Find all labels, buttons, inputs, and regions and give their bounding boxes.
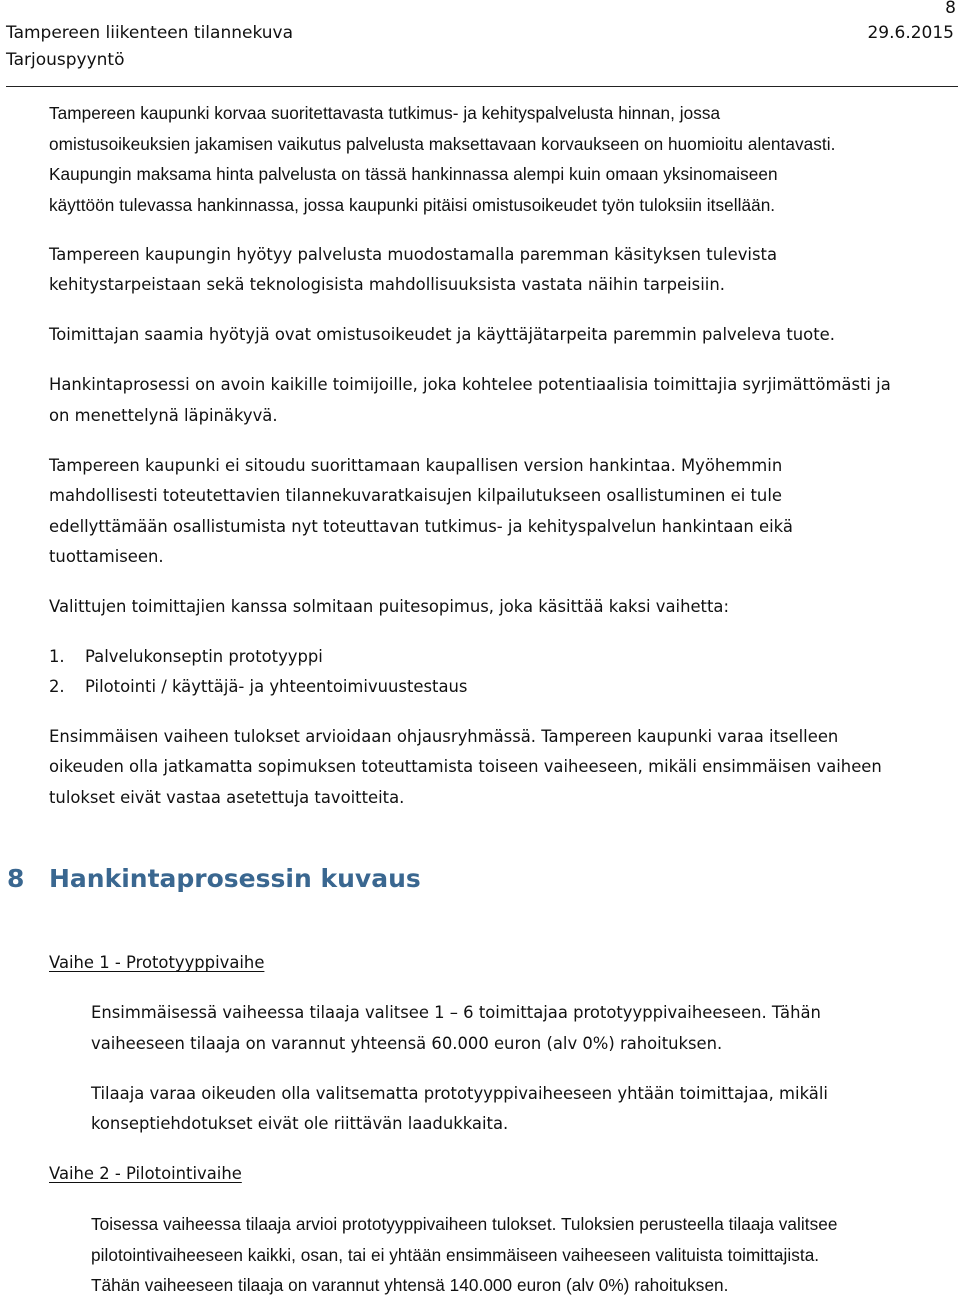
paragraph-framework-agreement: Valittujen toimittajien kanssa solmitaan puitesopimus, joka käsittää kaksi vaihetta: <box>49 597 729 616</box>
list-number: 1. <box>49 647 65 666</box>
section-heading <box>7 860 421 898</box>
text-line: tulokset eivät vastaa asetettuja tavoitteita. <box>49 787 405 807</box>
text-line: Tampereen kaupunki ei sitoudu suorittamaan kaupallisen version hankintaa. Myöhemmin <box>49 455 783 475</box>
paragraph-supplier-benefit: Toimittajan saamia hyötyjä ovat omistusoikeudet ja käyttäjätarpeita paremmin palveleva tuote. <box>49 325 835 344</box>
paragraph-phase1-reservation <box>91 1079 957 1140</box>
paragraph-phase2-evaluation <box>91 1209 957 1301</box>
text-line: kehitystarpeistaan sekä teknologisista mahdollisuuksista vastata näihin tarpeisiin. <box>49 275 725 294</box>
paragraph-compensation <box>49 98 957 220</box>
list-number: 2. <box>49 677 65 696</box>
text-line: Tähän vaiheeseen tilaaja on varannut yhtensä 140.000 euron (alv 0%) rahoituksen. <box>91 1275 729 1295</box>
list-item <box>49 642 957 672</box>
header-subtitle: Tarjouspyyntö <box>6 50 125 70</box>
list-text: Pilotointi / käyttäjä- ja yhteentoimivuustestaus <box>85 677 468 696</box>
paragraph-city-benefit <box>49 240 957 301</box>
text-line: oikeuden olla jatkamatta sopimuksen toteuttamista toiseen vaiheeseen, mikäli ensimmäisen vaiheen <box>49 757 882 776</box>
text-line: pilotointivaiheeseen kaikki, osan, tai ei yhtään ensimmäiseen vaiheeseen valituista toimittajista. <box>91 1244 820 1265</box>
text-line: Ensimmäisessä vaiheessa tilaaja valitsee 1 – 6 toimittajaa prototyyppivaiheeseen. Tähän <box>91 1003 821 1022</box>
header-title: Tampereen liikenteen tilannekuva <box>6 23 294 43</box>
text-line: on menettelynä läpinäkyvä. <box>49 405 278 425</box>
header-date: 29.6.2015 <box>867 23 954 43</box>
text-line: edellyttämään osallistumista nyt toteuttavan tutkimus- ja kehityspalvelun hankintaan eikä <box>49 516 793 536</box>
phase-list <box>49 642 957 702</box>
list-text: Palvelukonseptin prototyyppi <box>85 647 323 666</box>
text-line: tuottamiseen. <box>49 547 164 566</box>
paragraph-evaluation <box>49 722 957 814</box>
page-number: 8 <box>945 0 956 18</box>
text-line: Toisessa vaiheessa tilaaja arvioi prototyyppivaiheen tulokset. Tuloksien perusteella tilaaja valitsee <box>91 1214 838 1234</box>
text-line: omistusoikeuksien jakamisen vaikutus palvelusta maksettavaan korvaukseen on huomioitu alentavasti. <box>49 133 836 154</box>
paragraph-phase1-selection <box>91 998 957 1059</box>
paragraph-no-commitment <box>49 451 957 573</box>
text-line: käyttöön tulevassa hankinnassa, jossa kaupunki pitäisi omistusoikeudet työn tuloksiin itsellään. <box>49 194 776 215</box>
text-line: konseptiehdotukset eivät ole riittävän laadukkaita. <box>91 1114 509 1133</box>
text-line: mahdollisesti toteutettavien tilannekuvaratkaisujen kilpailutukseen osallistuminen ei tule <box>49 486 782 505</box>
phase1-body <box>91 998 957 1140</box>
section-title: Hankintaprosessin kuvaus <box>49 864 421 893</box>
list-item <box>49 672 957 702</box>
page-header <box>6 20 958 87</box>
text-line: Tampereen kaupungin hyötyy palvelusta muodostamalla paremman käsityksen tulevista <box>49 244 777 264</box>
paragraph-open-process <box>49 370 957 431</box>
body-content <box>49 98 957 813</box>
phase2-body <box>91 1209 957 1301</box>
phase1-heading: Vaihe 1 - Prototyyppivaihe <box>49 953 265 972</box>
section-number: 8 <box>7 864 25 893</box>
text-line: Tilaaja varaa oikeuden olla valitsematta prototyyppivaiheeseen yhtään toimittajaa, mikäli <box>91 1083 828 1103</box>
text-line: Hankintaprosessi on avoin kaikille toimijoille, joka kohtelee potentiaalisia toimittajia syrjimättömästi ja <box>49 375 891 394</box>
text-line: Tampereen kaupunki korvaa suoritettavasta tutkimus- ja kehityspalvelusta hinnan, jossa <box>49 103 721 123</box>
phase2-heading: Vaihe 2 - Pilotointivaihe <box>49 1164 242 1183</box>
text-line: Ensimmäisen vaiheen tulokset arvioidaan ohjausryhmässä. Tampereen kaupunki varaa itselleen <box>49 726 839 746</box>
text-line: vaiheeseen tilaaja on varannut yhteensä 60.000 euron (alv 0%) rahoituksen. <box>91 1033 723 1053</box>
text-line: Kaupungin maksama hinta palvelusta on tässä hankinnassa alempi kuin omaan yksinomaiseen <box>49 164 778 184</box>
